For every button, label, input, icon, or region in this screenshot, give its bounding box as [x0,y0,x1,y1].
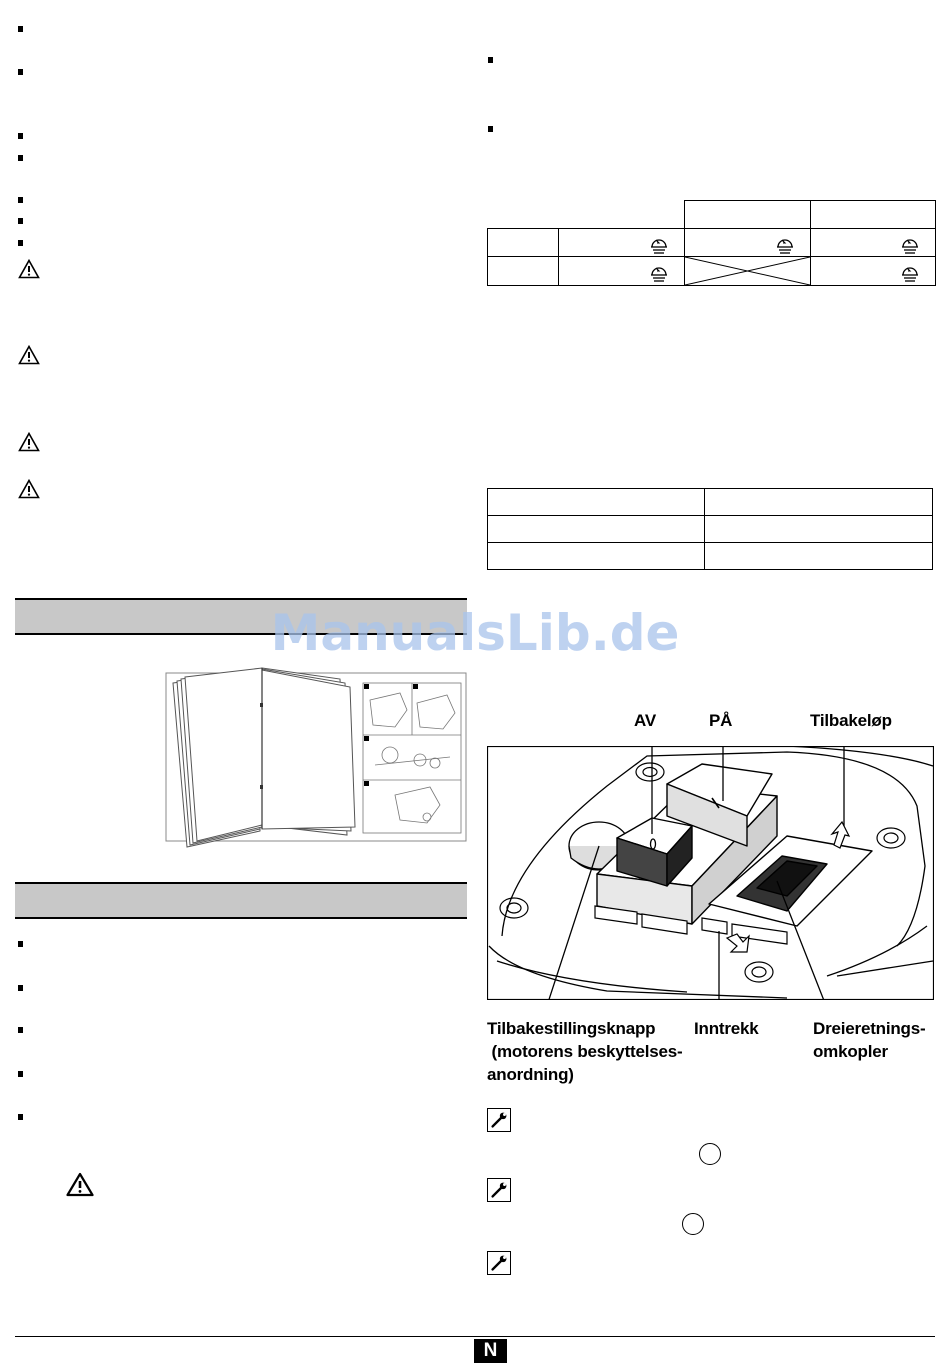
blade-compatibility-table [487,200,936,286]
warning-icon [18,259,40,279]
label-on: PÅ [709,711,733,730]
spec-table [487,488,933,570]
bullet-icon [18,985,23,991]
bullet-icon [488,57,493,63]
warning-icon [18,479,40,499]
warning-icon [18,345,40,365]
bullet-icon [18,941,23,947]
label-reset-line1: Tilbakestillingsknapp [487,1019,656,1038]
saw-blade-icon [774,232,796,254]
switch-panel-photo [487,746,934,1000]
reference-circle [699,1143,721,1165]
label-reverse: Tilbakeløp [810,711,892,730]
label-retract: Inntrekk [694,1019,759,1038]
saw-blade-icon [648,232,670,254]
bullet-icon [18,1114,23,1120]
label-direction-line2: omkopler [813,1042,888,1061]
language-badge: N [474,1339,507,1363]
bullet-icon [18,69,23,75]
reference-circle [682,1213,704,1235]
saw-blade-icon [648,260,670,282]
warning-icon [66,1172,94,1197]
label-reset-line2: (motorens beskyttelses- [487,1042,683,1061]
wrench-icon [487,1178,511,1202]
bullet-icon [18,133,23,139]
saw-blade-icon [899,260,921,282]
label-direction-line1: Dreieretnings- [813,1019,926,1038]
wrench-icon [487,1108,511,1132]
bullet-icon [18,218,23,224]
manual-booklet-illustration [165,665,467,850]
bullet-icon [18,1071,23,1077]
bullet-icon [18,155,23,161]
not-applicable-cross [685,257,810,285]
saw-blade-icon [899,232,921,254]
bullet-icon [18,26,23,32]
watermark: ManualsLib.de [270,604,680,662]
wrench-icon [487,1251,511,1275]
footer-rule [15,1336,935,1337]
bullet-icon [18,240,23,246]
bullet-icon [18,197,23,203]
warning-icon [18,432,40,452]
label-reset-line3: anordning) [487,1065,574,1084]
bullet-icon [18,1027,23,1033]
bullet-icon [488,126,493,132]
section-heading-bar [15,882,467,919]
label-off: AV [634,711,656,730]
